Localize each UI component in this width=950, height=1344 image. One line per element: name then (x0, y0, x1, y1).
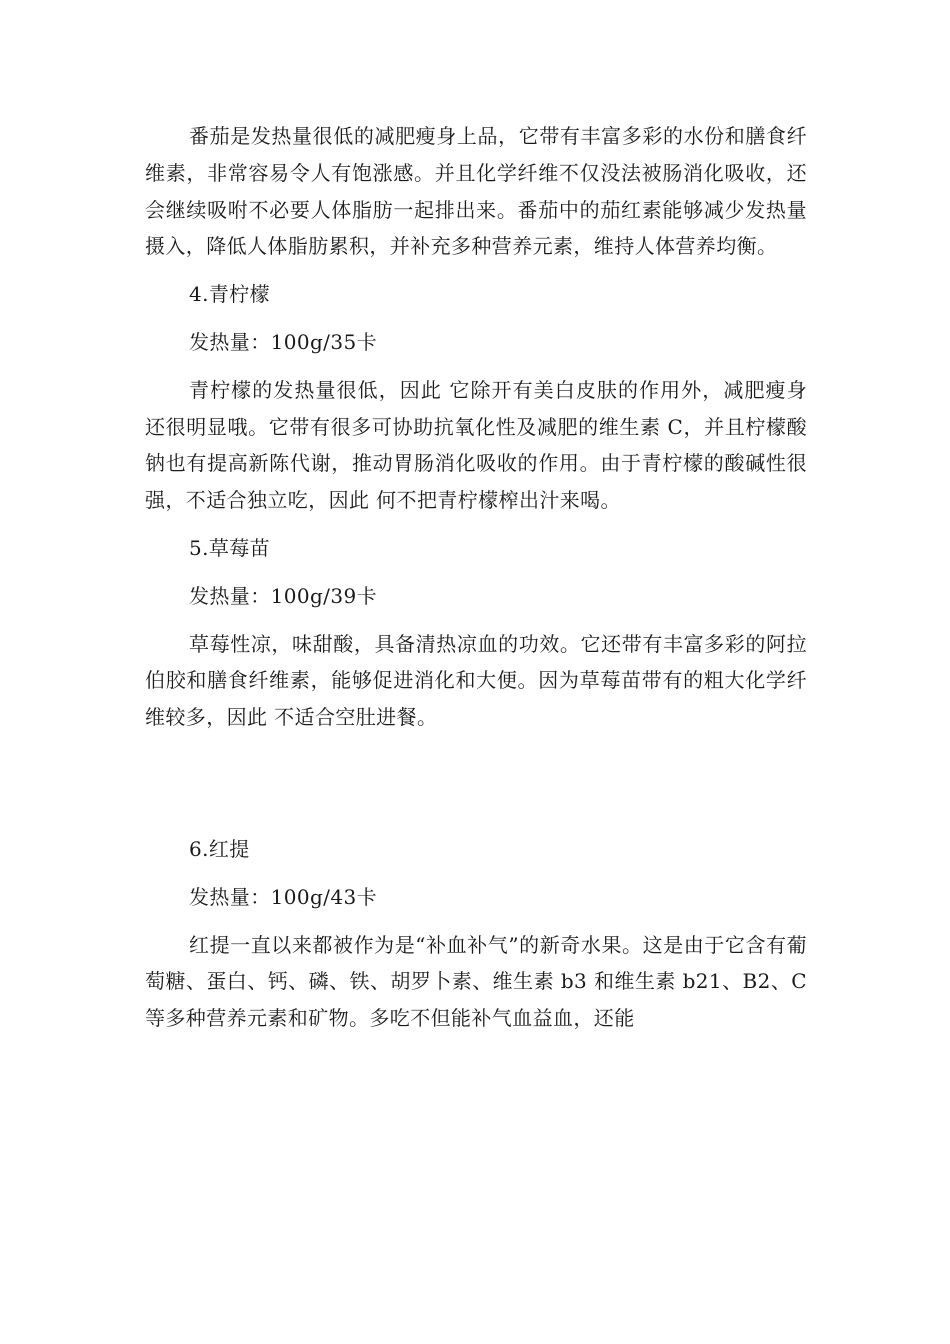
calorie-strawberry: 发热量：100g/39卡 (189, 583, 377, 608)
calorie-red-grape: 发热量：100g/43卡 (189, 884, 377, 909)
calorie-lime: 发热量：100g/35卡 (189, 329, 377, 354)
paragraph-strawberry: 草莓性凉，味甜酸，具备清热凉血的功效。它还带有丰富多彩的阿拉伯胶和膳食纤维素，能够促进消化和大便。因为草莓苗带有的粗大化学纤维较多，因此 不适合空肚进餐。 (145, 631, 807, 730)
heading-red-grape: 6.红提 (189, 836, 250, 861)
paragraph-lime: 青柠檬的发热量很低，因此 它除开有美白皮肤的作用外，减肥瘦身还很明显哦。它带有很多可协助抗氧化性及减肥的维生素 C，并且柠檬酸钠也有提高新陈代谢，推动胃肠消化吸收的作用。由于青柠檬的酸碱性很强，不适合独立吃，因此 何不把青柠檬榨出汁来喝。 (145, 377, 807, 513)
paragraph-tomato: 番茄是发热量很低的减肥瘦身上品，它带有丰富多彩的水份和膳食纤维素，非常容易令人有饱涨感。并且化学纤维不仅没法被肠消化吸收，还会继续吸咐不必要人体脂肪一起排出来。番茄中的茄红素能够减少发热量摄入，降低人体脂肪累积，并补充多种营养元素，维持人体营养均衡。 (145, 124, 807, 259)
heading-strawberry: 5.草莓苗 (189, 535, 271, 560)
paragraph-red-grape: 红提一直以来都被作为是“补血补气”的新奇水果。这是由于它含有葡萄糖、蛋白、钙、磷、铁、胡罗卜素、维生素 b3 和维生素 b21、B2、C 等多种营养元素和矿物。多吃不但能补气血益血，还能 (145, 932, 807, 1031)
heading-lime: 4.青柠檬 (189, 282, 271, 307)
document-page (145, 118, 807, 1048)
blank-space (145, 747, 807, 831)
